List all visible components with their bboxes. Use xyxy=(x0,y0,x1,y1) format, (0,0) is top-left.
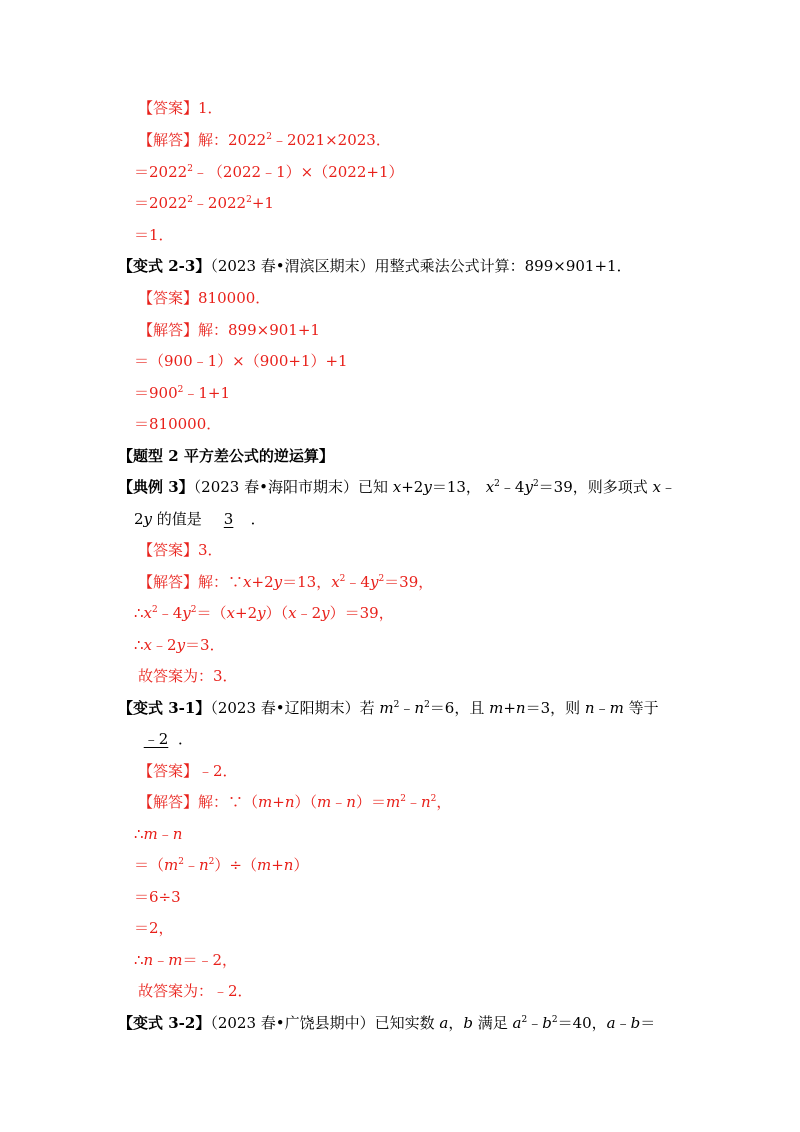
answer-blank: ﹣2 xyxy=(143,730,169,748)
variant-3-1-solution-6: ∴n﹣m＝﹣2， xyxy=(134,951,238,969)
variant-3-1-solution-1: 【解答】解：$\because(m+n)(m﹣n)=m^2﹣n^2$， xyxy=(138,793,452,811)
variant-3-1-solution-2: ∴m﹣n xyxy=(134,825,183,843)
example-3-solution-2: $\therefore x^2﹣4y^2=(x+2y)(x﹣2y)=39$， xyxy=(134,604,394,622)
example-3-solution-1: 【解答】解：∵x+2y＝13，$x^2﹣4y^2=39$， xyxy=(138,573,434,591)
example-3-answer: 【答案】3． xyxy=(138,541,223,559)
example-3-question-cont: 2y 的值是 3 ． xyxy=(134,510,266,528)
variant-3-1-solution-4: ＝6÷3 xyxy=(134,888,181,906)
variant-2-3-solution-2: ＝（900﹣1）×（900+1）+1 xyxy=(134,352,348,370)
solution-line-4: ＝1． xyxy=(134,226,174,244)
variant-2-3-solution-4: ＝810000． xyxy=(134,415,222,433)
variant-2-3-solution-3: $=900^2﹣1+1$ xyxy=(134,384,231,402)
variant-3-1-question-cont: ﹣2 ． xyxy=(134,729,193,749)
variant-3-1-final: 故答案为：﹣2． xyxy=(138,982,253,1000)
solution-line-2: $=2022^2﹣(2022﹣1)\times(2022+1)$ xyxy=(134,163,404,181)
solution-line-1: 【解答】解：$2022^2﹣2021\times 2023$． xyxy=(138,131,391,149)
variant-3-1-solution-3: $=(m^2﹣n^2)\div(m+n)$ xyxy=(134,856,309,874)
variant-3-1-answer: 【答案】﹣2． xyxy=(138,762,238,780)
example-3-final: 故答案为：3． xyxy=(138,667,238,685)
variant-3-1-solution-5: ＝2， xyxy=(134,919,174,937)
example-3-solution-3: ∴x﹣2y＝3． xyxy=(134,636,225,654)
variant-2-3-answer: 【答案】810000． xyxy=(138,289,271,307)
solution-line-3: $=2022^2﹣2022^2+1$ xyxy=(134,194,274,212)
section-title: 【题型 2 平方差公式的逆运算】 xyxy=(118,447,334,465)
variant-2-3-solution-1: 【解答】解：899×901+1 xyxy=(138,321,320,339)
answer-blank: 3 xyxy=(223,510,234,528)
variant-2-3-question: 【变式 2-3】（2023 春•渭滨区期末）用整式乘法公式计算：899×901+1． xyxy=(118,257,632,275)
answer-line-1: 【答案】1． xyxy=(138,99,223,117)
variant-3-1-question: 【变式 3-1】（2023 春•辽阳期末）若 $m^2﹣n^2=6$，且 m+n＝3，则 n﹣m 等于 xyxy=(118,699,659,717)
variant-3-2-question: 【变式 3-2】（2023 春•广饶县期中）已知实数 a，b 满足 $a^2﹣b^2=40$，a﹣b＝ xyxy=(118,1014,656,1032)
example-3-question: 【典例 3】（2023 春•海阳市期末）已知 x+2y＝13， $x^2﹣4y^2=39$，则多项式 x﹣ xyxy=(118,478,677,496)
